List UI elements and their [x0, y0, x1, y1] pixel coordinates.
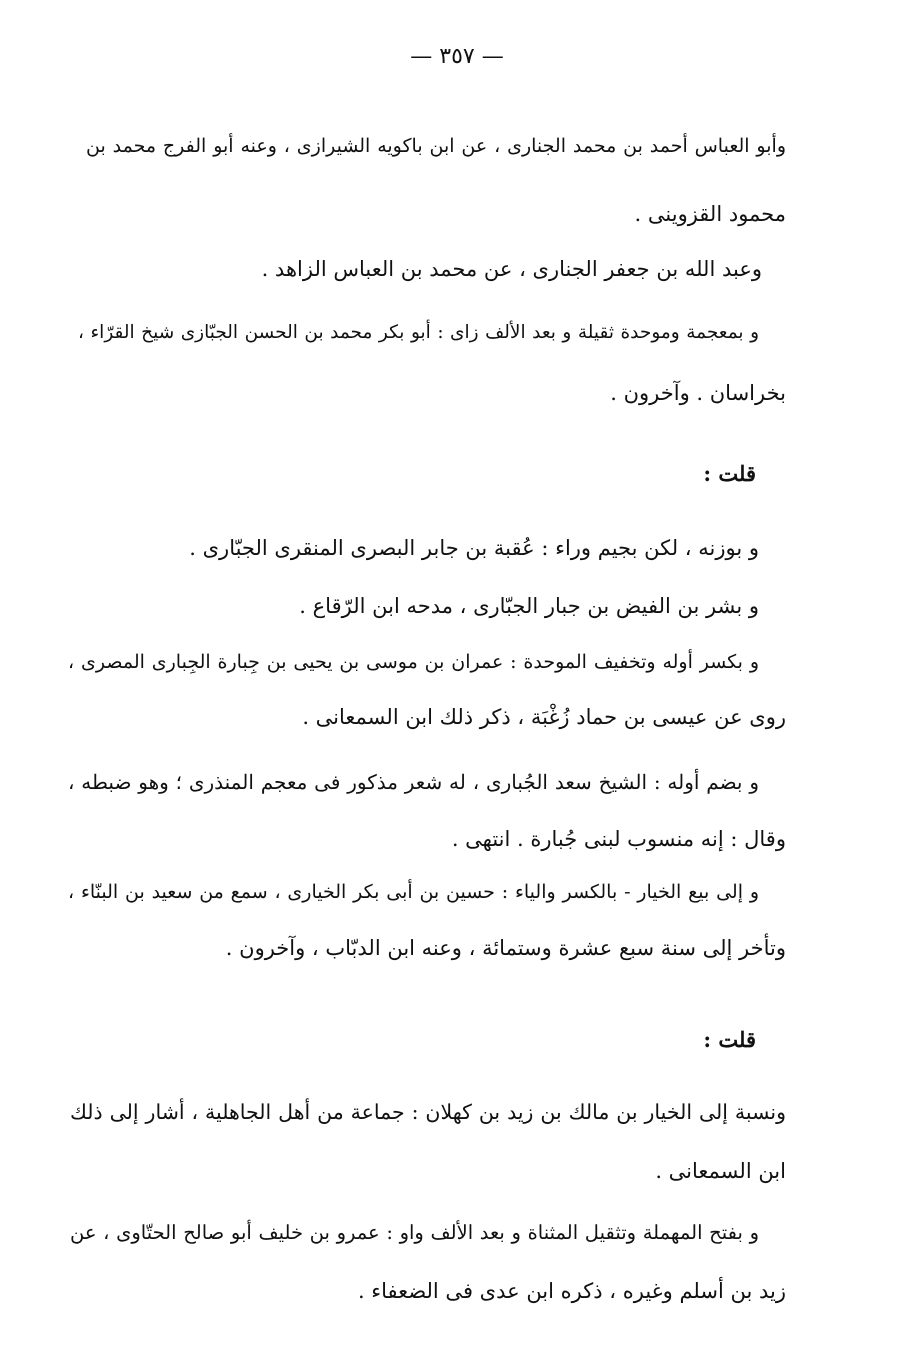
text-line: محمود القزوينى . — [634, 202, 786, 226]
text-line: وعبد الله بن جعفر الجنارى ، عن محمد بن العباس الزاهد . — [261, 257, 762, 281]
text-line: و إلى بيع الخيار - بالكسر والياء : حسين بن أبى بكر الخيارى ، سمع من سعيد بن البنّاء ، — [68, 881, 759, 903]
text-line: و بفتح المهملة وتثقيل المثناة و بعد الألف واو : عمرو بن خليف أبو صالح الحتّاوى ، عن — [70, 1221, 759, 1244]
text-line: و بوزنه ، لكن بجيم وراء : عُقبة بن جابر البصرى المنقرى الجبّارى . — [189, 536, 759, 560]
text-line: وأبو العباس أحمد بن محمد الجنارى ، عن ابن باكويه الشيرازى ، وعنه أبو الفرج محمد بن — [86, 135, 786, 157]
text-line: ونسبة إلى الخيار بن مالك بن زيد بن كهلان : جماعة من أهل الجاهلية ، أشار إلى ذلك — [70, 1100, 786, 1124]
text-line: و بشر بن الفيض بن جبار الجبّارى ، مدحه ابن الرّقاع . — [299, 594, 759, 618]
text-line: و بكسر أوله وتخفيف الموحدة : عمران بن موسى بن يحيى بن جِبارة الجِبارى المصرى ، — [68, 651, 759, 673]
text-line: بخراسان . وآخرون . — [610, 381, 786, 405]
text-line: زيد بن أسلم وغيره ، ذكره ابن عدى فى الضعفاء . — [357, 1279, 786, 1303]
text-line: ابن السمعانى . — [655, 1159, 786, 1183]
text-line: وقال : إنه منسوب لبنى جُبارة . انتهى . — [451, 827, 786, 851]
page-number: — ٣٥٧ — — [410, 44, 504, 69]
section-heading: قلت : — [703, 461, 756, 486]
section-heading: قلت : — [703, 1027, 756, 1052]
text-line: وتأخر إلى سنة سبع عشرة وستمائة ، وعنه ابن الدبّاب ، وآخرون . — [225, 936, 786, 960]
text-line: و بضم أوله : الشيخ سعد الجُبارى ، له شعر مذكور فى معجم المنذرى ؛ وهو ضبطه ، — [68, 770, 759, 794]
text-line: روى عن عيسى بن حماد زُغْبَة ، ذكر ذلك ابن السمعانى . — [302, 705, 786, 729]
text-line: و بمعجمة وموحدة ثقيلة و بعد الألف زاى : أبو بكر محمد بن الحسن الجبّازى شيخ القرّاء ، — [78, 322, 759, 343]
